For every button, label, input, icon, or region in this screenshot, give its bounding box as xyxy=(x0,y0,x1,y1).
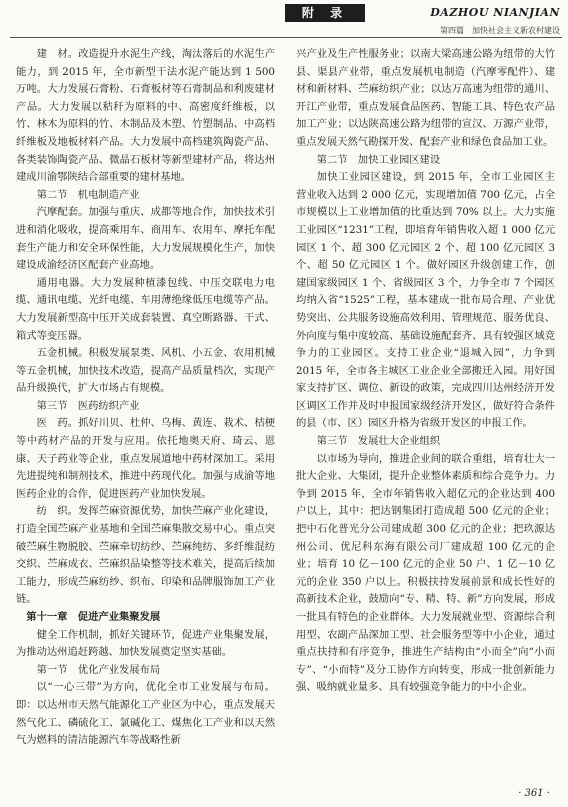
journal-title: DAZHOU NIANJIAN xyxy=(430,6,560,19)
paragraph: 五金机械。积极发展泵类、风机、小五金、农用机械等五金机械，加快技术改造，提高产品质量档次，实现产品升级换代，扩大市场占有规模。 xyxy=(16,347,275,395)
page-header xyxy=(0,4,568,36)
right-column xyxy=(296,46,555,786)
page-number: · 361 · xyxy=(518,788,550,799)
paragraph: 以“一心三带”为方向，优化全市工业发展与布局。即：以达州市天然气能源化工产业区为中心，重点发展天然气化工、磷硫化工、氯碱化工、煤焦化工产业和以天然气为燃料的清洁能源汽车等战略性新 xyxy=(16,681,275,747)
paragraph: 通用电器。大力发展种植漆包线、中压交联电力电缆、通讯电缆、光纤电缆、车用薄绝缘低压电缆等产品。大力发展新型高中压开关成套装置、真空断路器、干式、箱式等变压器。 xyxy=(16,276,275,342)
paragraph: 医 药。抓好川贝、杜仲、乌梅、黄连、栽术、桔梗等中药材产品的开发与应用。依托地奥天府、琦云、恩康、天子药业等企业，重点发展道地中药材深加工。采用先进提纯和制剂技术，推进中药现代化。加强与成渝等地医药企业的合作，促进医药产业加快发展。 xyxy=(16,417,275,500)
section-heading: 第一节 优化产业发展布局 xyxy=(36,663,161,676)
paragraph: 以市场为导向，推进企业间的联合重组，培育壮大一批大企业、大集团，提升企业整体素质和综合竞争力。力争到 2015 年，全市年销售收入超亿元的企业达到 400 户以上，其中：把达钢集团打造成超 500 亿元的企业；把中石化普光分公司建成超 300 亿元的企业；把玖源达州公司、优尼科东海有限公司厂建成超 100 亿元的企业；培育 10 亿－100 亿元的企业 50 户、1 亿－10 亿元的企业 350 户以上。积极扶持发展前景和成长性好的高新技术企业，鼓励向“专、精、特、新”方向发展，形成一批具有特色的企业群体。大力发展就业型、资源综合利用型、农副产品深加工型、社会服务型等中小企业，通过重点扶持和有序竞争，推进生产结构由“小而全”向“小而专”、“小而特”及分工协作方向转变，形成一批创新能力强、吸纳就业量多、具有较强竞争能力的中小企业。 xyxy=(296,452,555,694)
paragraph: 汽摩配套。加强与重庆、成都等地合作，加快技术引进和消化吸收，提高乘用车、商用车、农用车、摩托车配套生产能力和安全环保性能，大力发展规模化生产，加快建设成渝经济区配套产业高地。 xyxy=(16,206,275,272)
section-heading: 第二节 机电制造产业 xyxy=(36,188,140,201)
section-label: 附 录 xyxy=(285,4,365,22)
paragraph: 健全工作机制，抓好关键环节，促进产业集聚发展，为推动达州追赶跨越、加快发展奠定坚实基础。 xyxy=(16,628,275,659)
chapter-subtitle: 第四篇 加快社会主义新农村建设 xyxy=(440,26,560,35)
paragraph-continued: 兴产业及生产性服务业；以南大梁高速公路为纽带的大竹县、渠县产业带，重点发展机电制造（汽摩零配件）、建材和新材料、苎麻纺织产业；以达万高速为纽带的通川、开江产业带，重点发展食品医药、智能工具、特色农产品加工产业；以达陕高速公路为纽带的宣汉、万源产业带，重点发展天然气勘探开发、配套产业和绿色食品加工业。 xyxy=(296,48,555,148)
header-divider xyxy=(10,37,562,38)
chapter-heading: 第十一章 促进产业集聚发展 xyxy=(26,611,161,623)
section-heading: 第三节 医药纺织产业 xyxy=(36,399,140,412)
section-heading: 第二节 加快工业园区建设 xyxy=(316,153,441,166)
left-column xyxy=(16,46,275,786)
paragraph: 加快工业园区建设，到 2015 年，全市工业园区主营业收入达到 2 000 亿元，实现增加值 700 亿元，占全市规模以上工业增加值的比重达到 70% 以上。大力实施工业园区“1231”工程，即培育年销售收入超 1 000 亿元园区 1 个、超 300 亿元园区 2 个、超 100 亿元园区 3 个、超 50 亿元园区 1 个。做好园区升级创建工作，创建国家级园区 1 个、省级园区 3 个，力争全市 7 个园区均纳入省“1525”工程，基本建成一批布局合理、产业优势突出、公共服务设施高效利用、管理规范、服务优良、外向度与集中度较高、基础设施配套齐、具有较强区域竞争力的工业园区。支持工业企业“退城入园”，力争到 2015 年，全市各主城区工业企业全部搬迁入园。用好国家支持扩区、调位、新设的政策，完成四川达州经济开发区调区工作并及时申报国家级经济开发区，做好符合条件的县（市、区）园区升格为省级开发区的申报工作。 xyxy=(296,171,555,430)
paragraph-building-materials: 建 材。改造提升水泥生产线，淘汰落后的水泥生产能力，到 2015 年，全市新型干法水泥产能达到 1 500 万吨。大力发展石膏粉、石膏板材等石膏制品和利废建材产品。大力发展以秸秆为原料的中、高密度纤维板，以竹、林木为原料的竹、木制品及木塑、竹塑制品、中高档纤维板及地板材料产品。大力发展中高档建筑陶瓷产品、各类装饰陶瓷产品、微晶石板材等新型建材产品，将达州建成川渝鄂陕结合部重要的建材基地。 xyxy=(16,48,275,184)
section-heading: 第三节 发展壮大企业组织 xyxy=(316,435,441,448)
paragraph: 纺 织。发挥苎麻资源优势，加快苎麻产业化建设，打造全国苎麻产业基地和全国苎麻集散交易中心。重点突破苎麻生物脱胶、苎麻牵切纺纱、苎麻纯纺、多纤维混纺交织、苎麻成衣、苎麻织品染整等技术难关，提高后续加工能力，形成苎麻纺纱、织布、印染和品牌服饰加工产业链。 xyxy=(16,505,275,606)
